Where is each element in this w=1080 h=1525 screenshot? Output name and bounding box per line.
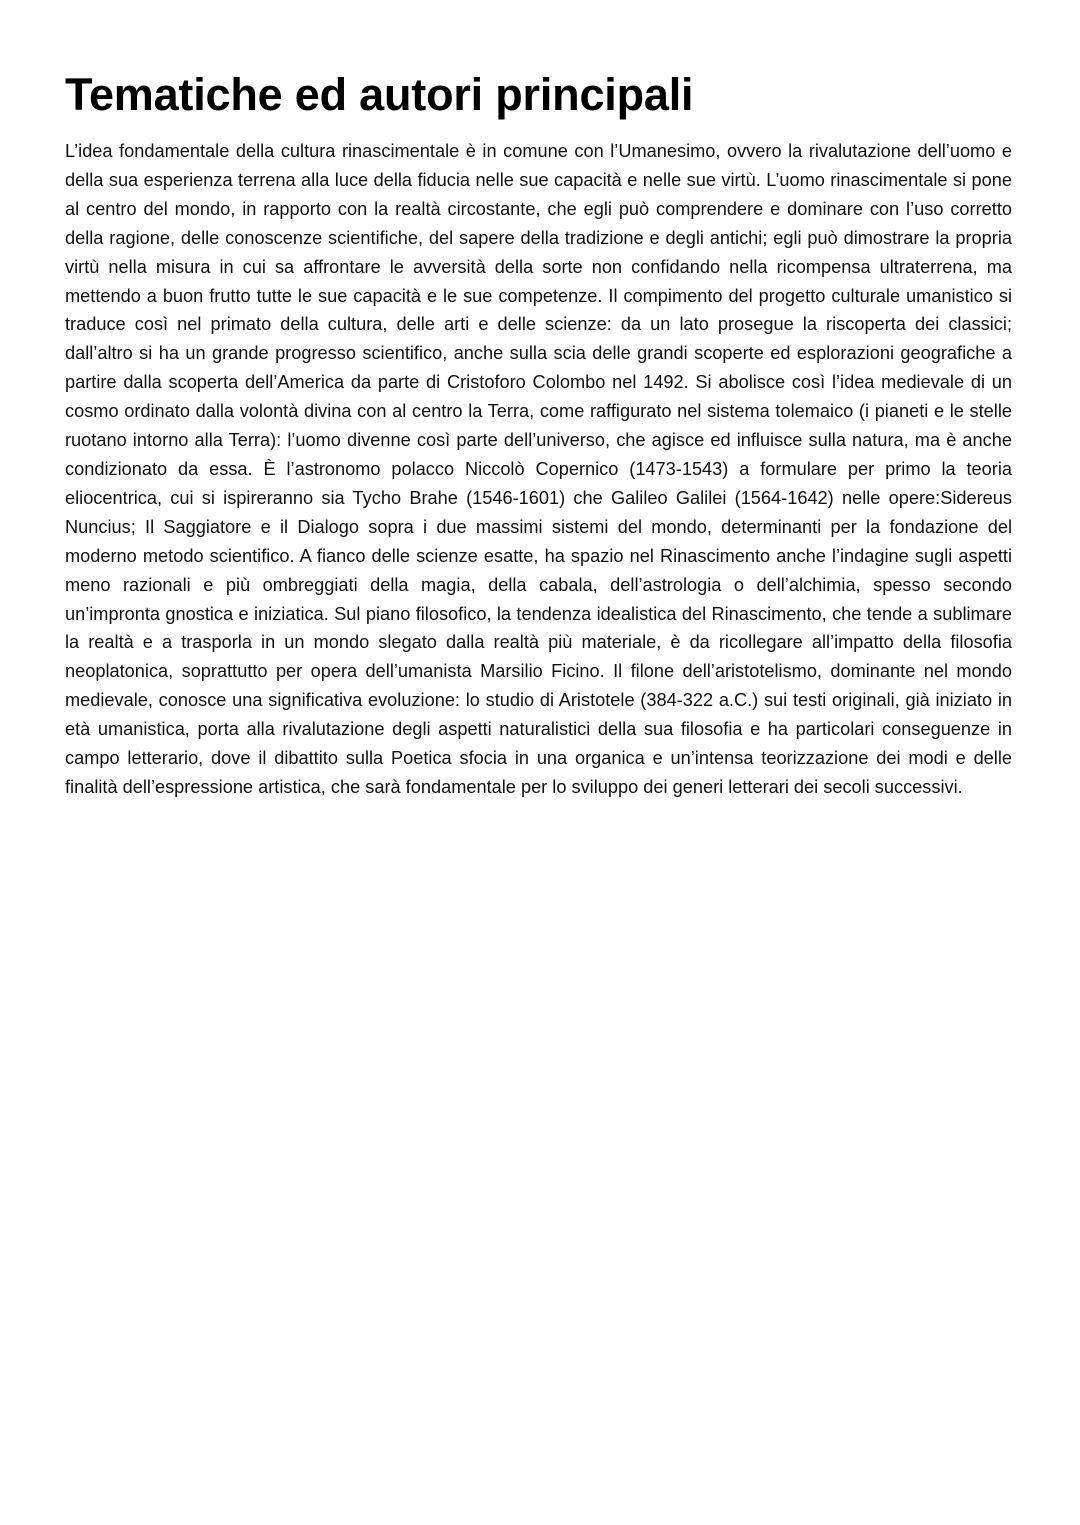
body-paragraph: L’idea fondamentale della cultura rinascimentale è in comune con l’Umanesimo, ovvero la rivalutazione dell’uomo e della sua esperienza terrena alla luce della fiducia nelle sue capacità e nelle sue virtù. L’uomo rinascimentale si pone al centro del mondo, in rapporto con la realtà circostante, che egli può comprendere e dominare con l’uso corretto della ragione, delle conoscenze scientifiche, del sapere della tradizione e degli antichi; egli può dimostrare la propria virtù nella misura in cui sa affrontare le avversità della sorte non confidando nella ricompensa ultraterrena, ma mettendo a buon frutto tutte le sue capacità e le sue competenze. Il compimento del progetto culturale umanistico si traduce così nel primato della cultura, delle arti e delle scienze: da un lato prosegue la riscoperta dei classici; dall’altro si ha un grande progresso scientifico, anche sulla scia delle grandi scoperte ed esplorazioni geografiche a partire dalla scoperta dell’America da parte di Cristoforo Colombo nel 1492. Si abolisce così l’idea medievale di un cosmo ordinato dalla volontà divina con al centro la Terra, come raffigurato nel sistema tolemaico (i pianeti e le stelle ruotano intorno alla Terra): l’uomo divenne così parte dell’universo, che agisce ed influisce sulla natura, ma è anche condizionato da essa. È l’astronomo polacco Niccolò Copernico (1473-1543) a formulare per primo la teoria eliocentrica, cui si ispireranno sia Tycho Brahe (1546-1601) che Galileo Galilei (1564-1642) nelle opere:Sidereus Nuncius; Il Saggiatore e il Dialogo sopra i due massimi sistemi del mondo, determinanti per la fondazione del moderno metodo scientifico. A fianco delle scienze esatte, ha spazio nel Rinascimento anche l’indagine sugli aspetti meno razionali e più ombreggiati della magia, della cabala, dell’astrologia o dell’alchimia, spesso secondo un’impronta gnostica e iniziatica. Sul piano filosofico, la tendenza idealistica del Rinascimento, che tende a sublimare la realtà e a trasporla in un mondo slegato dalla realtà più materiale, è da ricollegare all’impatto della filosofia neoplatonica, soprattutto per opera dell’umanista Marsilio Ficino. Il filone dell’aristotelismo, dominante nel mondo medievale, conosce una significativa evoluzione: lo studio di Aristotele (384-322 a.C.) sui testi originali, già iniziato in età umanistica, porta alla rivalutazione degli aspetti naturalistici della sua filosofia e ha particolari conseguenze in campo letterario, dove il dibattito sulla Poetica sfocia in una organica e un’intensa teorizzazione dei modi e delle finalità dell’espressione artistica, che sarà fondamentale per lo sviluppo dei generi letterari dei secoli successivi. [65,141,1012,797]
page-title: Tematiche ed autori principali [65,69,694,120]
